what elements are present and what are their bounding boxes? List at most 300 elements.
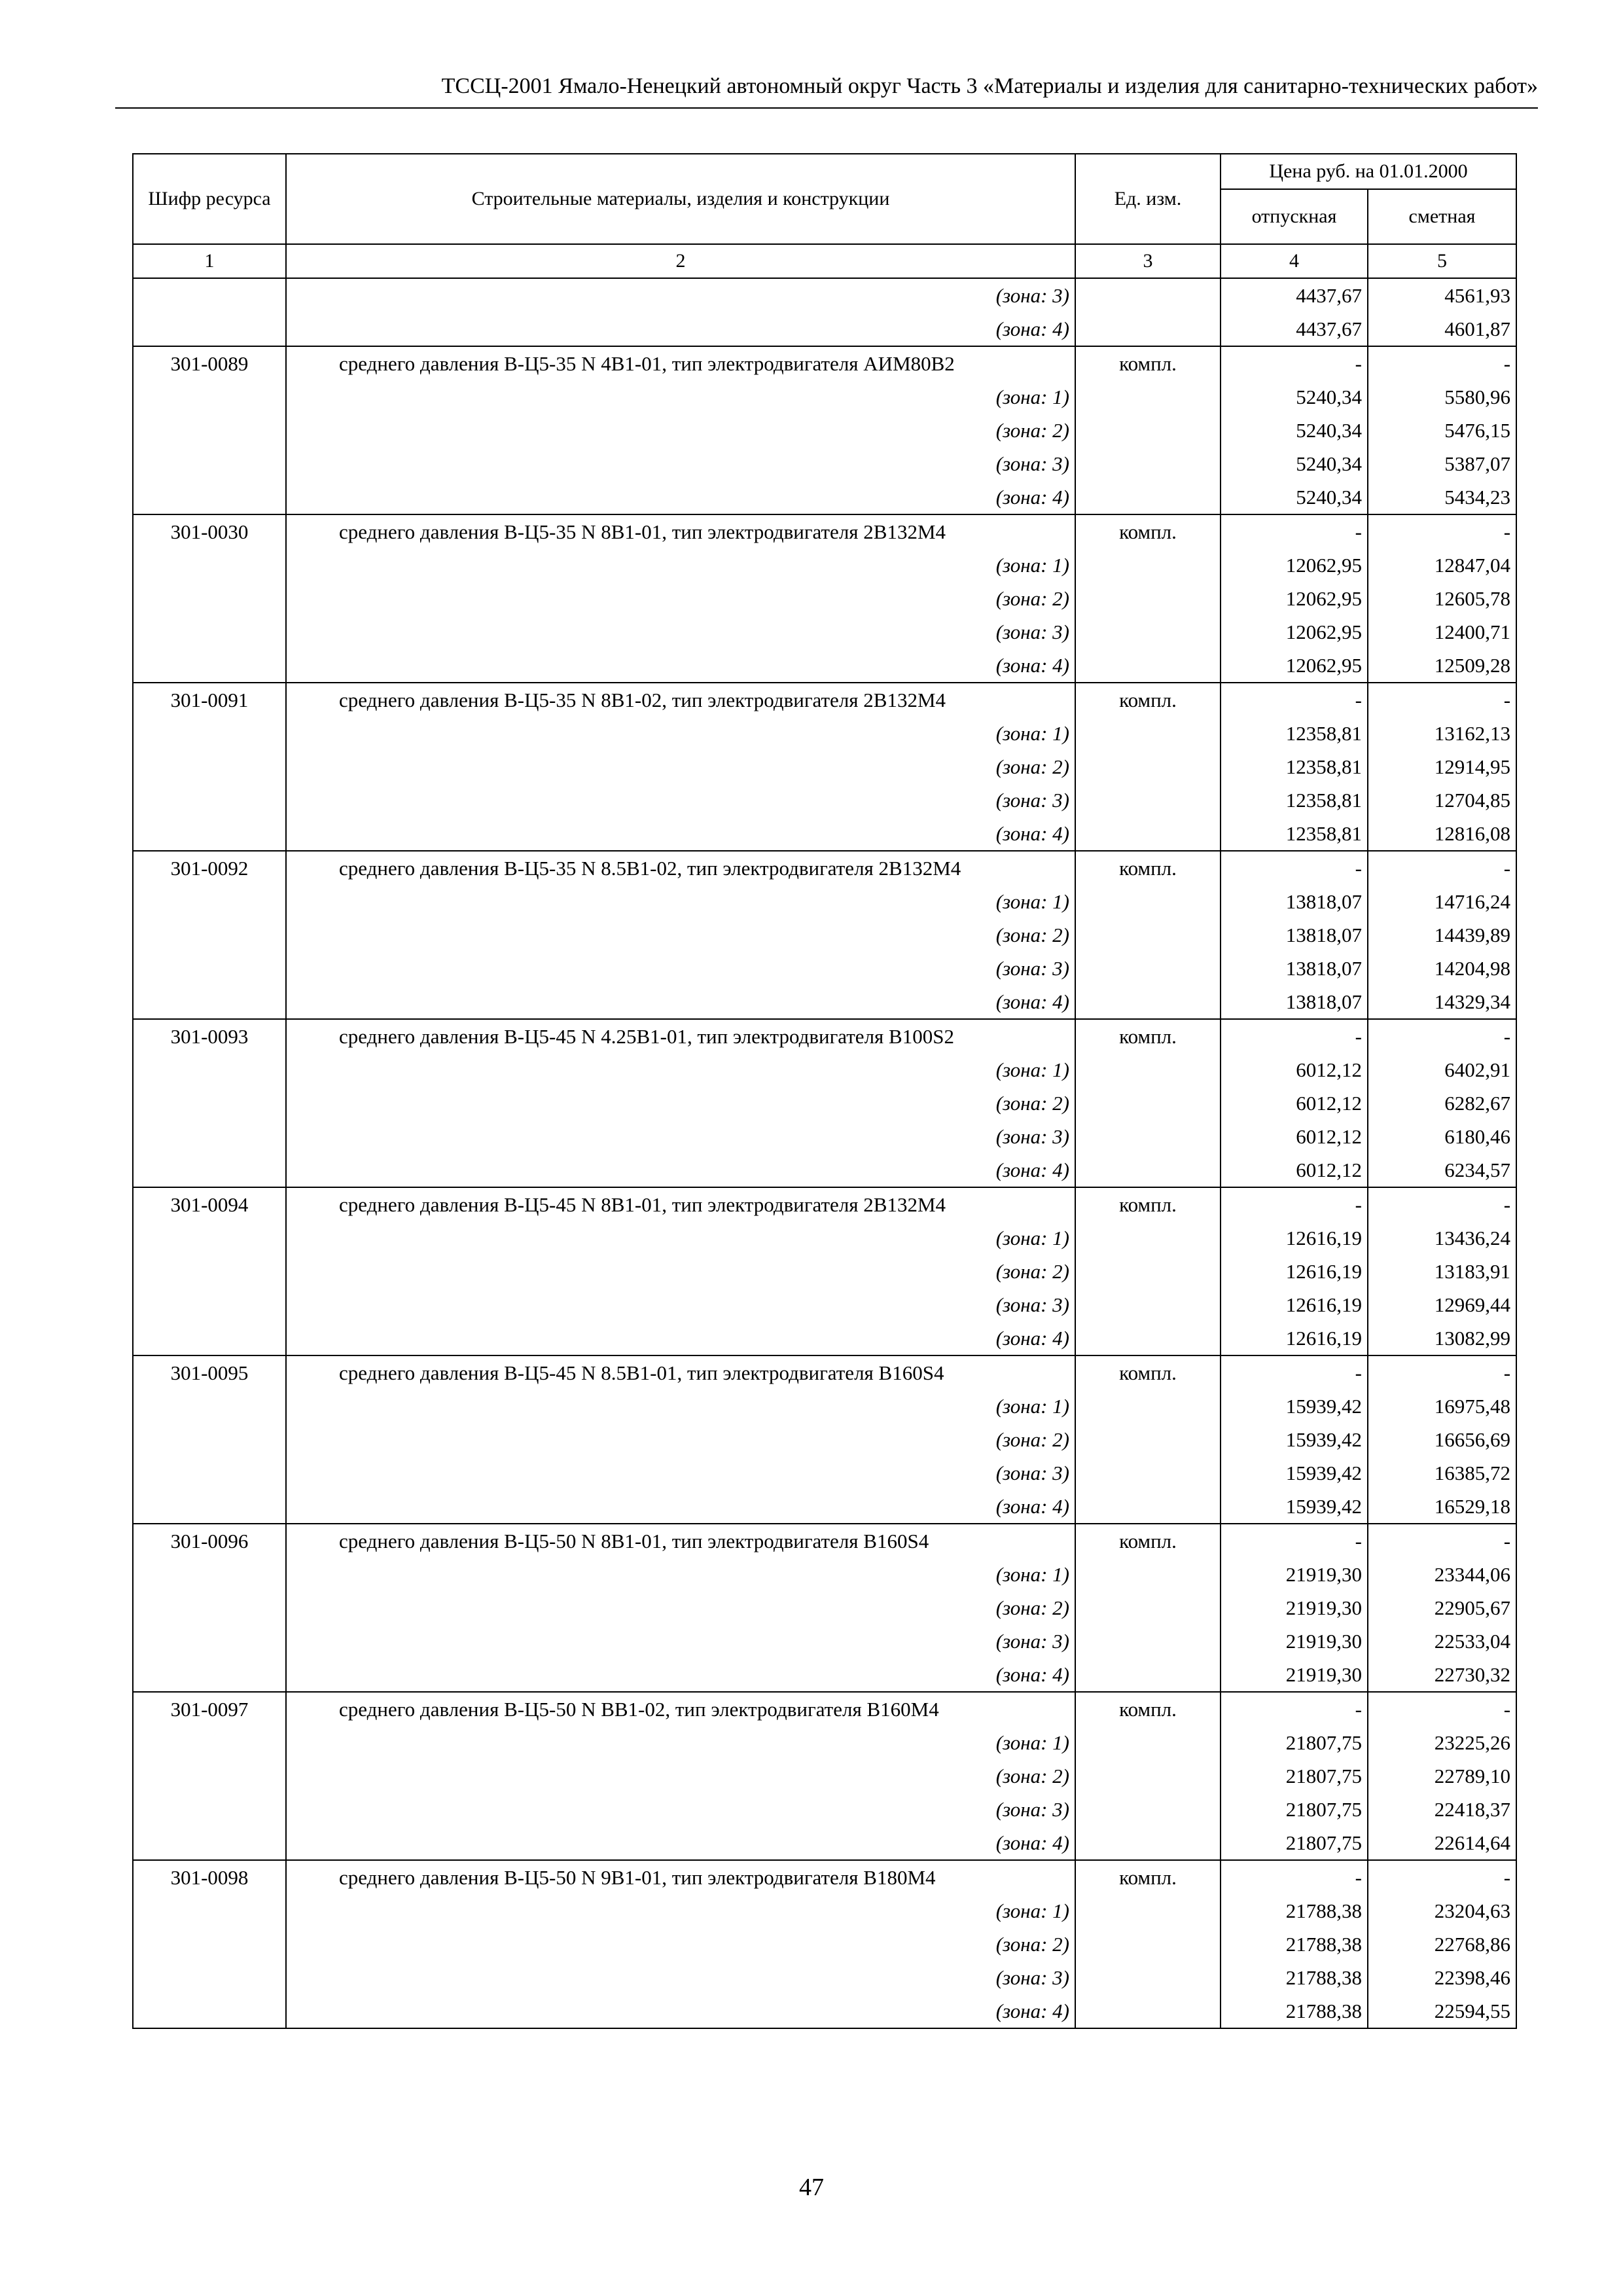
resource-row bbox=[133, 346, 1516, 380]
empty-cell bbox=[1075, 1928, 1221, 1961]
page-header bbox=[115, 73, 1538, 109]
empty-cell bbox=[133, 1053, 286, 1086]
empty-cell bbox=[133, 1490, 286, 1524]
empty-cell bbox=[133, 1423, 286, 1456]
zone-label: (зона: 2) bbox=[286, 1423, 1075, 1456]
release-price: 5240,34 bbox=[1221, 480, 1368, 514]
release-price: - bbox=[1221, 851, 1368, 885]
empty-cell bbox=[133, 985, 286, 1019]
empty-cell bbox=[1075, 1120, 1221, 1153]
estimate-price: 4561,93 bbox=[1368, 278, 1516, 312]
zone-label: (зона: 3) bbox=[286, 615, 1075, 649]
empty-cell bbox=[1075, 582, 1221, 615]
estimate-price: 16656,69 bbox=[1368, 1423, 1516, 1456]
resource-code: 301-0096 bbox=[133, 1524, 286, 1558]
empty-cell bbox=[133, 1288, 286, 1321]
zone-label: (зона: 3) bbox=[286, 278, 1075, 312]
estimate-price: 6402,91 bbox=[1368, 1053, 1516, 1086]
zone-row bbox=[133, 380, 1516, 414]
empty-cell bbox=[1075, 447, 1221, 480]
zone-label: (зона: 3) bbox=[286, 447, 1075, 480]
release-price: 13818,07 bbox=[1221, 985, 1368, 1019]
zone-row bbox=[133, 1490, 1516, 1524]
zone-row bbox=[133, 447, 1516, 480]
zone-label: (зона: 3) bbox=[286, 1624, 1075, 1658]
empty-cell bbox=[133, 414, 286, 447]
estimate-price: 22594,55 bbox=[1368, 1994, 1516, 2028]
estimate-price: 22905,67 bbox=[1368, 1591, 1516, 1624]
empty-cell bbox=[1075, 1288, 1221, 1321]
estimate-price: 22533,04 bbox=[1368, 1624, 1516, 1658]
release-price: 6012,12 bbox=[1221, 1086, 1368, 1120]
resource-code: 301-0091 bbox=[133, 683, 286, 717]
empty-cell bbox=[133, 1793, 286, 1826]
zone-row bbox=[133, 480, 1516, 514]
estimate-price: 14716,24 bbox=[1368, 885, 1516, 918]
estimate-price: 12969,44 bbox=[1368, 1288, 1516, 1321]
zone-row bbox=[133, 1793, 1516, 1826]
zone-row bbox=[133, 1221, 1516, 1255]
empty-cell bbox=[1075, 1053, 1221, 1086]
column-header-release-price: отпускная bbox=[1221, 189, 1368, 244]
release-price: - bbox=[1221, 1860, 1368, 1894]
release-price: - bbox=[1221, 1019, 1368, 1053]
release-price: 12358,81 bbox=[1221, 750, 1368, 783]
estimate-price: 22789,10 bbox=[1368, 1759, 1516, 1793]
document-title: ТССЦ-2001 Ямало-Ненецкий автономный округ Часть 3 «Материалы и изделия для санитарно-технических работ» bbox=[441, 74, 1538, 98]
estimate-price: 22614,64 bbox=[1368, 1826, 1516, 1860]
release-price: 12616,19 bbox=[1221, 1288, 1368, 1321]
empty-cell bbox=[1075, 1994, 1221, 2028]
release-price: 4437,67 bbox=[1221, 312, 1368, 346]
empty-cell bbox=[133, 380, 286, 414]
empty-cell bbox=[1075, 1423, 1221, 1456]
estimate-price: - bbox=[1368, 851, 1516, 885]
release-price: 12062,95 bbox=[1221, 548, 1368, 582]
resource-row bbox=[133, 1860, 1516, 1894]
zone-label: (зона: 1) bbox=[286, 548, 1075, 582]
release-price: 21788,38 bbox=[1221, 1928, 1368, 1961]
estimate-price: 12847,04 bbox=[1368, 548, 1516, 582]
estimate-price: 23204,63 bbox=[1368, 1894, 1516, 1928]
zone-label: (зона: 4) bbox=[286, 480, 1075, 514]
release-price: 6012,12 bbox=[1221, 1053, 1368, 1086]
empty-cell bbox=[133, 1390, 286, 1423]
zone-row bbox=[133, 1928, 1516, 1961]
release-price: 4437,67 bbox=[1221, 278, 1368, 312]
empty-cell bbox=[1075, 783, 1221, 817]
release-price: 6012,12 bbox=[1221, 1153, 1368, 1187]
zone-label: (зона: 4) bbox=[286, 817, 1075, 851]
empty-cell bbox=[1075, 312, 1221, 346]
zone-label: (зона: 2) bbox=[286, 414, 1075, 447]
estimate-price: 12400,71 bbox=[1368, 615, 1516, 649]
empty-cell bbox=[133, 1624, 286, 1658]
empty-cell bbox=[1075, 1793, 1221, 1826]
estimate-price: 4601,87 bbox=[1368, 312, 1516, 346]
release-price: 12616,19 bbox=[1221, 1255, 1368, 1288]
resource-row bbox=[133, 1692, 1516, 1726]
unit-of-measure: компл. bbox=[1075, 1019, 1221, 1053]
empty-cell bbox=[1075, 548, 1221, 582]
release-price: 13818,07 bbox=[1221, 952, 1368, 985]
estimate-price: - bbox=[1368, 514, 1516, 548]
empty-cell bbox=[1075, 414, 1221, 447]
empty-cell bbox=[1075, 1255, 1221, 1288]
empty-cell bbox=[1075, 1390, 1221, 1423]
empty-cell bbox=[133, 952, 286, 985]
zone-row bbox=[133, 1726, 1516, 1759]
empty-cell bbox=[133, 1321, 286, 1355]
release-price: - bbox=[1221, 514, 1368, 548]
estimate-price: 12605,78 bbox=[1368, 582, 1516, 615]
zone-label: (зона: 1) bbox=[286, 1221, 1075, 1255]
zone-row bbox=[133, 1826, 1516, 1860]
estimate-price: - bbox=[1368, 1524, 1516, 1558]
release-price: 12062,95 bbox=[1221, 649, 1368, 683]
empty-cell bbox=[133, 1120, 286, 1153]
release-price: 6012,12 bbox=[1221, 1120, 1368, 1153]
zone-row bbox=[133, 717, 1516, 750]
zone-row bbox=[133, 1961, 1516, 1994]
estimate-price: 16529,18 bbox=[1368, 1490, 1516, 1524]
estimate-price: 22768,86 bbox=[1368, 1928, 1516, 1961]
column-number: 4 bbox=[1221, 244, 1368, 278]
estimate-price: 16975,48 bbox=[1368, 1390, 1516, 1423]
empty-cell bbox=[133, 1961, 286, 1994]
zone-row bbox=[133, 918, 1516, 952]
unit-of-measure: компл. bbox=[1075, 851, 1221, 885]
empty-cell bbox=[133, 1153, 286, 1187]
empty-cell bbox=[1075, 1894, 1221, 1928]
resource-name-text: среднего давления В-Ц5-45 N 8.5В1-01, тип электродвигателя В160S4 bbox=[339, 1361, 944, 1384]
zone-label: (зона: 4) bbox=[286, 1826, 1075, 1860]
release-price: 15939,42 bbox=[1221, 1423, 1368, 1456]
resource-name-text: среднего давления В-Ц5-35 N 8В1-02, тип электродвигателя 2В132М4 bbox=[339, 688, 946, 711]
zone-label: (зона: 4) bbox=[286, 1994, 1075, 2028]
zone-label: (зона: 3) bbox=[286, 1120, 1075, 1153]
release-price: 21788,38 bbox=[1221, 1994, 1368, 2028]
empty-cell bbox=[1075, 1591, 1221, 1624]
zone-row bbox=[133, 1894, 1516, 1928]
zone-label: (зона: 3) bbox=[286, 1288, 1075, 1321]
resource-name bbox=[286, 1187, 1075, 1221]
zone-row bbox=[133, 1390, 1516, 1423]
unit-of-measure: компл. bbox=[1075, 683, 1221, 717]
resource-name-text: среднего давления В-Ц5-50 N ВВ1-02, тип электродвигателя В160М4 bbox=[339, 1697, 939, 1721]
release-price: 12616,19 bbox=[1221, 1221, 1368, 1255]
zone-label: (зона: 2) bbox=[286, 1086, 1075, 1120]
estimate-price: 6180,46 bbox=[1368, 1120, 1516, 1153]
release-price: 21919,30 bbox=[1221, 1658, 1368, 1692]
zone-row bbox=[133, 1120, 1516, 1153]
unit-of-measure: компл. bbox=[1075, 1187, 1221, 1221]
release-price: - bbox=[1221, 1692, 1368, 1726]
empty-cell bbox=[133, 312, 286, 346]
resource-name-text: среднего давления В-Ц5-35 N 8.5В1-02, тип электродвигателя 2В132М4 bbox=[339, 856, 961, 880]
release-price: 21788,38 bbox=[1221, 1894, 1368, 1928]
empty-cell bbox=[133, 1558, 286, 1591]
estimate-price: 14329,34 bbox=[1368, 985, 1516, 1019]
resource-name-text: среднего давления В-Ц5-35 N 8В1-01, тип электродвигателя 2В132М4 bbox=[339, 520, 946, 543]
release-price: 5240,34 bbox=[1221, 414, 1368, 447]
zone-row bbox=[133, 885, 1516, 918]
empty-cell bbox=[133, 885, 286, 918]
zone-label: (зона: 3) bbox=[286, 783, 1075, 817]
empty-cell bbox=[1075, 278, 1221, 312]
empty-cell bbox=[1075, 1726, 1221, 1759]
zone-row bbox=[133, 649, 1516, 683]
zone-label: (зона: 2) bbox=[286, 582, 1075, 615]
empty-cell bbox=[133, 1255, 286, 1288]
zone-row bbox=[133, 1591, 1516, 1624]
estimate-price: 23225,26 bbox=[1368, 1726, 1516, 1759]
price-table bbox=[132, 153, 1517, 2029]
resource-row bbox=[133, 1019, 1516, 1053]
zone-label: (зона: 4) bbox=[286, 1153, 1075, 1187]
zone-row bbox=[133, 1658, 1516, 1692]
estimate-price: - bbox=[1368, 346, 1516, 380]
estimate-price: 5387,07 bbox=[1368, 447, 1516, 480]
empty-cell bbox=[1075, 1490, 1221, 1524]
release-price: 21788,38 bbox=[1221, 1961, 1368, 1994]
column-header-name: Строительные материалы, изделия и конструкции bbox=[286, 154, 1075, 244]
empty-cell bbox=[1075, 1826, 1221, 1860]
zone-label: (зона: 1) bbox=[286, 1053, 1075, 1086]
zone-label: (зона: 1) bbox=[286, 1558, 1075, 1591]
zone-label: (зона: 4) bbox=[286, 649, 1075, 683]
release-price: - bbox=[1221, 683, 1368, 717]
estimate-price: - bbox=[1368, 1860, 1516, 1894]
zone-label: (зона: 1) bbox=[286, 1894, 1075, 1928]
release-price: 12062,95 bbox=[1221, 615, 1368, 649]
empty-cell bbox=[133, 548, 286, 582]
release-price: 15939,42 bbox=[1221, 1456, 1368, 1490]
estimate-price: 12704,85 bbox=[1368, 783, 1516, 817]
empty-cell bbox=[1075, 380, 1221, 414]
estimate-price: 13162,13 bbox=[1368, 717, 1516, 750]
zone-row bbox=[133, 414, 1516, 447]
empty-cell bbox=[1075, 1558, 1221, 1591]
estimate-price: - bbox=[1368, 1692, 1516, 1726]
empty-cell bbox=[133, 817, 286, 851]
zone-label: (зона: 3) bbox=[286, 1961, 1075, 1994]
estimate-price: 12914,95 bbox=[1368, 750, 1516, 783]
release-price: 12358,81 bbox=[1221, 783, 1368, 817]
resource-name bbox=[286, 1692, 1075, 1726]
resource-row bbox=[133, 683, 1516, 717]
resource-name-text: среднего давления В-Ц5-35 N 4В1-01, тип электродвигателя АИМ80В2 bbox=[339, 351, 955, 375]
resource-code: 301-0098 bbox=[133, 1860, 286, 1894]
zone-label: (зона: 4) bbox=[286, 985, 1075, 1019]
zone-row bbox=[133, 1558, 1516, 1591]
resource-name-text: среднего давления В-Ц5-45 N 8В1-01, тип электродвигателя 2В132М4 bbox=[339, 1193, 946, 1216]
release-price: - bbox=[1221, 346, 1368, 380]
zone-row bbox=[133, 1086, 1516, 1120]
table-header bbox=[133, 154, 1516, 278]
resource-code: 301-0095 bbox=[133, 1355, 286, 1390]
zone-row bbox=[133, 1423, 1516, 1456]
estimate-price: 16385,72 bbox=[1368, 1456, 1516, 1490]
zone-label: (зона: 1) bbox=[286, 717, 1075, 750]
zone-label: (зона: 4) bbox=[286, 1321, 1075, 1355]
zone-label: (зона: 1) bbox=[286, 1390, 1075, 1423]
resource-name bbox=[286, 1524, 1075, 1558]
column-number: 3 bbox=[1075, 244, 1221, 278]
empty-cell bbox=[1075, 817, 1221, 851]
empty-cell bbox=[133, 1894, 286, 1928]
zone-label: (зона: 4) bbox=[286, 312, 1075, 346]
empty-cell bbox=[1075, 1321, 1221, 1355]
unit-of-measure: компл. bbox=[1075, 1692, 1221, 1726]
unit-of-measure: компл. bbox=[1075, 1355, 1221, 1390]
page-number: 47 bbox=[799, 2174, 824, 2201]
resource-name bbox=[286, 1860, 1075, 1894]
resource-name bbox=[286, 514, 1075, 548]
resource-row bbox=[133, 1524, 1516, 1558]
resource-code: 301-0030 bbox=[133, 514, 286, 548]
estimate-price: 6234,57 bbox=[1368, 1153, 1516, 1187]
empty-cell bbox=[1075, 1961, 1221, 1994]
zone-row bbox=[133, 783, 1516, 817]
release-price: 12358,81 bbox=[1221, 817, 1368, 851]
resource-name-text: среднего давления В-Ц5-45 N 4.25В1-01, тип электродвигателя В100S2 bbox=[339, 1024, 954, 1048]
estimate-price: 12816,08 bbox=[1368, 817, 1516, 851]
empty-cell bbox=[1075, 952, 1221, 985]
empty-cell bbox=[133, 1759, 286, 1793]
zone-label: (зона: 3) bbox=[286, 1793, 1075, 1826]
resource-row bbox=[133, 1187, 1516, 1221]
empty-cell bbox=[1075, 1759, 1221, 1793]
zone-row bbox=[133, 615, 1516, 649]
release-price: 13818,07 bbox=[1221, 918, 1368, 952]
unit-of-measure: компл. bbox=[1075, 1860, 1221, 1894]
zone-label: (зона: 2) bbox=[286, 1591, 1075, 1624]
zone-label: (зона: 3) bbox=[286, 1456, 1075, 1490]
resource-code: 301-0093 bbox=[133, 1019, 286, 1053]
estimate-price: 5580,96 bbox=[1368, 380, 1516, 414]
empty-cell bbox=[1075, 615, 1221, 649]
column-number: 2 bbox=[286, 244, 1075, 278]
resource-name bbox=[286, 1019, 1075, 1053]
zone-label: (зона: 1) bbox=[286, 380, 1075, 414]
empty-cell bbox=[133, 1658, 286, 1692]
column-header-code: Шифр ресурса bbox=[133, 154, 286, 244]
zone-label: (зона: 2) bbox=[286, 1759, 1075, 1793]
empty-cell bbox=[133, 1726, 286, 1759]
resource-name bbox=[286, 683, 1075, 717]
empty-cell bbox=[1075, 1456, 1221, 1490]
empty-cell bbox=[133, 717, 286, 750]
estimate-price: 22418,37 bbox=[1368, 1793, 1516, 1826]
estimate-price: 14439,89 bbox=[1368, 918, 1516, 952]
estimate-price: - bbox=[1368, 683, 1516, 717]
zone-label: (зона: 2) bbox=[286, 1928, 1075, 1961]
zone-row bbox=[133, 548, 1516, 582]
zone-row bbox=[133, 1994, 1516, 2028]
empty-cell bbox=[1075, 1086, 1221, 1120]
estimate-price: - bbox=[1368, 1355, 1516, 1390]
release-price: 21807,75 bbox=[1221, 1793, 1368, 1826]
empty-cell bbox=[133, 447, 286, 480]
estimate-price: - bbox=[1368, 1187, 1516, 1221]
empty-cell bbox=[133, 1456, 286, 1490]
empty-cell bbox=[1075, 1221, 1221, 1255]
zone-row bbox=[133, 1759, 1516, 1793]
resource-name bbox=[286, 1355, 1075, 1390]
empty-cell bbox=[1075, 750, 1221, 783]
zone-label: (зона: 3) bbox=[286, 952, 1075, 985]
estimate-price: 13436,24 bbox=[1368, 1221, 1516, 1255]
release-price: 21919,30 bbox=[1221, 1591, 1368, 1624]
empty-cell bbox=[133, 918, 286, 952]
unit-of-measure: компл. bbox=[1075, 514, 1221, 548]
empty-cell bbox=[133, 615, 286, 649]
zone-row bbox=[133, 1053, 1516, 1086]
zone-label: (зона: 4) bbox=[286, 1658, 1075, 1692]
resource-row bbox=[133, 514, 1516, 548]
empty-cell bbox=[133, 1994, 286, 2028]
estimate-price: 5476,15 bbox=[1368, 414, 1516, 447]
zone-label: (зона: 2) bbox=[286, 750, 1075, 783]
empty-cell bbox=[133, 1086, 286, 1120]
empty-cell bbox=[1075, 985, 1221, 1019]
unit-of-measure: компл. bbox=[1075, 346, 1221, 380]
empty-cell bbox=[133, 750, 286, 783]
release-price: - bbox=[1221, 1355, 1368, 1390]
release-price: 15939,42 bbox=[1221, 1390, 1368, 1423]
estimate-price: 12509,28 bbox=[1368, 649, 1516, 683]
estimate-price: 6282,67 bbox=[1368, 1086, 1516, 1120]
release-price: - bbox=[1221, 1524, 1368, 1558]
release-price: - bbox=[1221, 1187, 1368, 1221]
unit-of-measure: компл. bbox=[1075, 1524, 1221, 1558]
zone-row bbox=[133, 312, 1516, 346]
empty-cell bbox=[1075, 1658, 1221, 1692]
empty-cell bbox=[133, 1591, 286, 1624]
release-price: 13818,07 bbox=[1221, 885, 1368, 918]
resource-code: 301-0094 bbox=[133, 1187, 286, 1221]
zone-row bbox=[133, 1153, 1516, 1187]
zone-row bbox=[133, 582, 1516, 615]
resource-name bbox=[286, 346, 1075, 380]
release-price: 21919,30 bbox=[1221, 1558, 1368, 1591]
table-body bbox=[133, 278, 1516, 2028]
resource-row bbox=[133, 851, 1516, 885]
column-header-estimate-price: сметная bbox=[1368, 189, 1516, 244]
resource-code: 301-0092 bbox=[133, 851, 286, 885]
release-price: 5240,34 bbox=[1221, 380, 1368, 414]
empty-cell bbox=[1075, 480, 1221, 514]
estimate-price: 13183,91 bbox=[1368, 1255, 1516, 1288]
zone-row bbox=[133, 1255, 1516, 1288]
zone-label: (зона: 4) bbox=[286, 1490, 1075, 1524]
estimate-price: 22398,46 bbox=[1368, 1961, 1516, 1994]
empty-cell bbox=[1075, 1153, 1221, 1187]
estimate-price: 13082,99 bbox=[1368, 1321, 1516, 1355]
resource-code: 301-0089 bbox=[133, 346, 286, 380]
resource-code: 301-0097 bbox=[133, 1692, 286, 1726]
zone-row bbox=[133, 278, 1516, 312]
empty-cell bbox=[133, 1928, 286, 1961]
release-price: 21919,30 bbox=[1221, 1624, 1368, 1658]
empty-cell bbox=[133, 480, 286, 514]
empty-cell bbox=[133, 783, 286, 817]
resource-row bbox=[133, 1355, 1516, 1390]
column-header-unit: Ед. изм. bbox=[1075, 154, 1221, 244]
resource-name-text: среднего давления В-Ц5-50 N 8В1-01, тип электродвигателя В160S4 bbox=[339, 1529, 929, 1552]
zone-row bbox=[133, 1456, 1516, 1490]
